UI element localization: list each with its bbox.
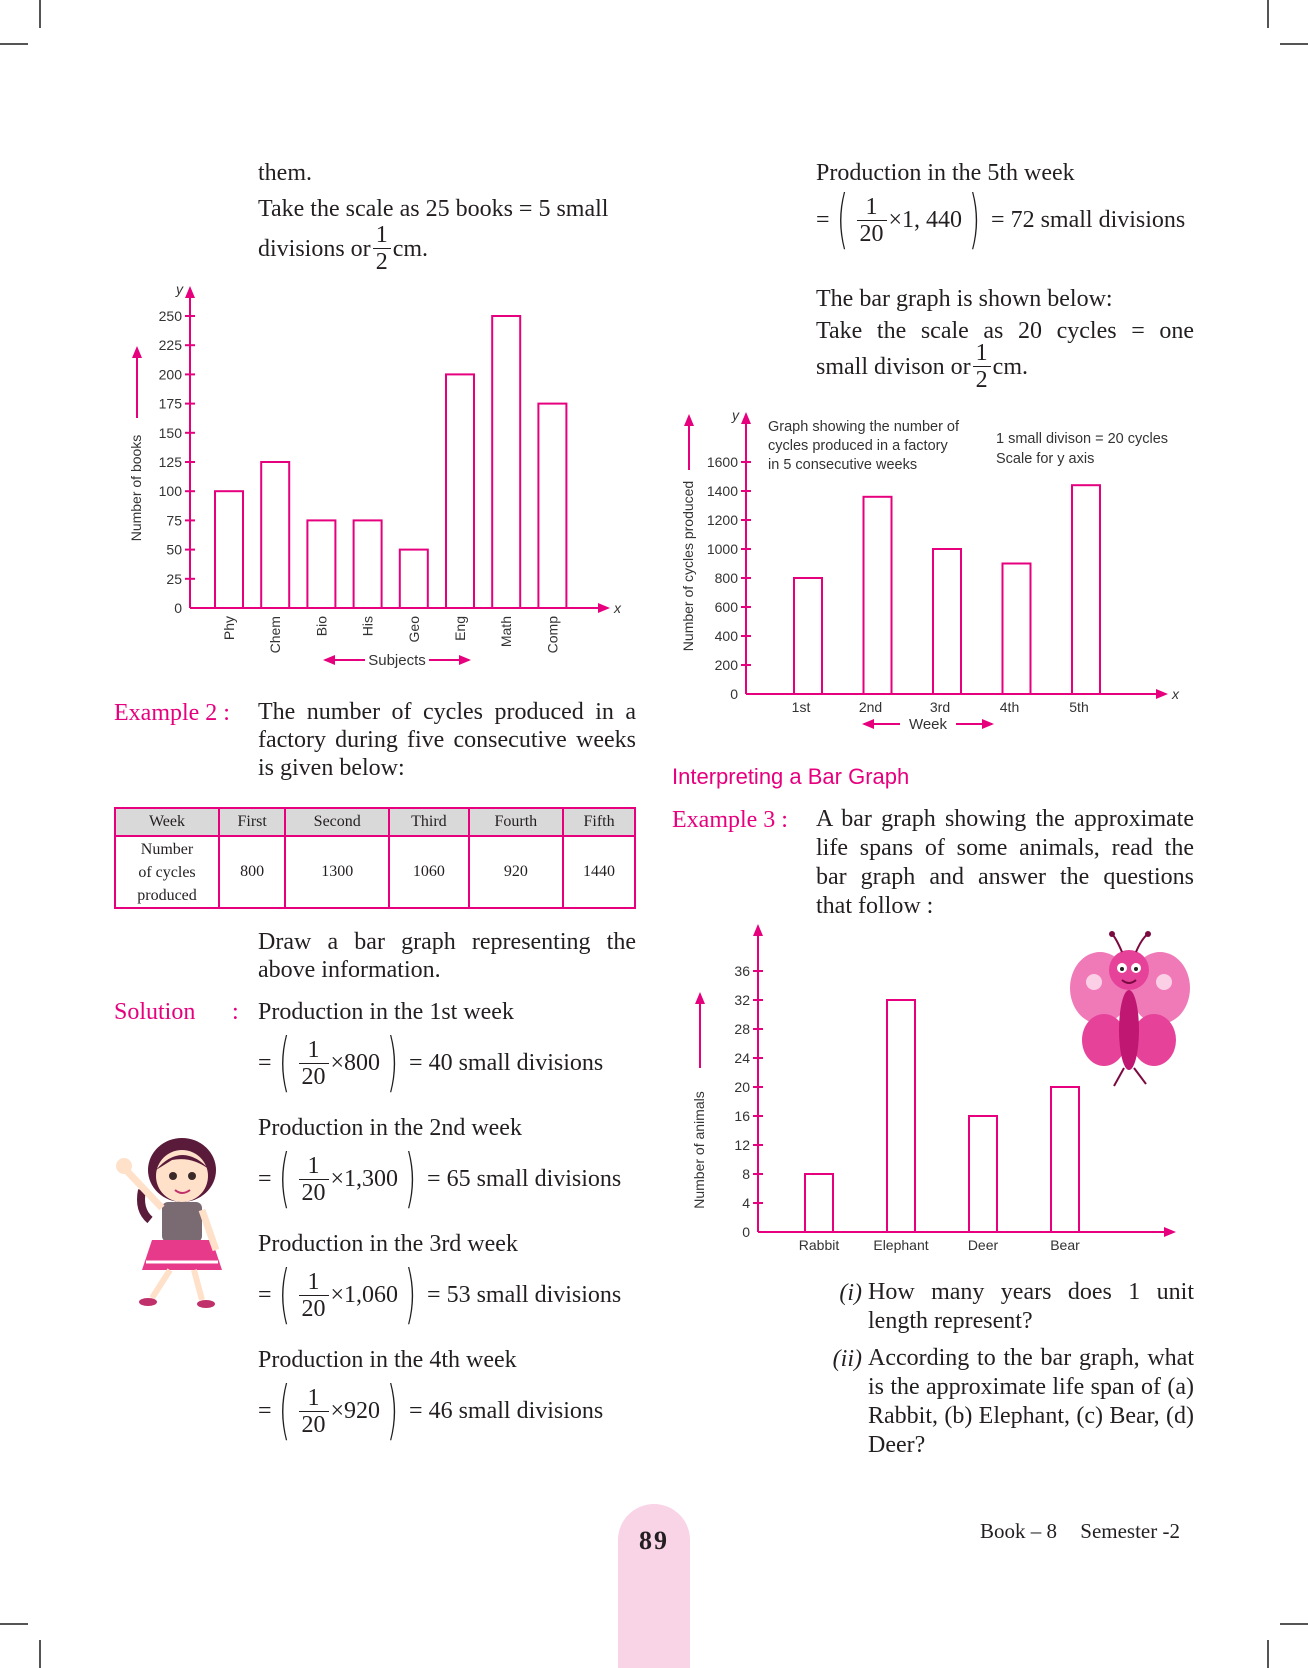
y-tick-label: 1200 bbox=[706, 512, 738, 528]
bar bbox=[354, 520, 382, 608]
bar bbox=[400, 550, 428, 608]
footer-semester: Semester -2 bbox=[1080, 1519, 1180, 1543]
bar bbox=[307, 520, 335, 608]
x-tick-label: Eng bbox=[452, 616, 468, 641]
x-axis-letter: x bbox=[1172, 686, 1179, 702]
y-tick-label: 1400 bbox=[706, 483, 738, 499]
y-tick-label: 1000 bbox=[706, 541, 738, 557]
x-tick-label: 3rd bbox=[929, 699, 951, 715]
question-text: How many years does 1 unit length represent? bbox=[868, 1279, 1194, 1334]
bar bbox=[794, 578, 822, 694]
y-tick-label: 250 bbox=[158, 308, 182, 324]
y-tick-label: 225 bbox=[158, 337, 182, 354]
table-cell: 1300 bbox=[285, 836, 389, 908]
chart-title-line: in 5 consecutive weeks bbox=[768, 457, 918, 473]
step-equation: = ( $\frac{1}{20}$ ×1,300 ) = 65 small divisions bbox=[258, 1142, 622, 1216]
x-tick-label: Elephant bbox=[873, 1237, 929, 1253]
example2-label: Example 2 : bbox=[114, 700, 230, 726]
table-cell: 1060 bbox=[389, 836, 468, 908]
y-tick-label: 12 bbox=[734, 1137, 750, 1153]
y-tick-label: 20 bbox=[734, 1079, 750, 1095]
x-tick-label: Rabbit bbox=[798, 1237, 840, 1253]
x-axis-arrow bbox=[1164, 1227, 1176, 1237]
y-axis-title-arrowhead bbox=[695, 992, 705, 1004]
table-cell: 800 bbox=[219, 836, 285, 908]
x-axis-arrow bbox=[1156, 689, 1168, 699]
x-tick-label: Deer bbox=[967, 1237, 999, 1253]
half-fraction: $\frac{1}{2}$ bbox=[973, 340, 991, 393]
x-tick-label: 5th bbox=[1069, 699, 1089, 715]
draw-instruction: Draw a bar graph representing the above information. bbox=[258, 929, 636, 983]
step-equation: = ( $\frac{1}{20}$ ×920 ) = 46 small divisions bbox=[258, 1374, 604, 1448]
x-axis-arrow bbox=[598, 603, 610, 613]
y-tick-label: 50 bbox=[166, 541, 182, 558]
intro-text bbox=[258, 158, 638, 275]
x-tick-label: Geo bbox=[405, 616, 422, 643]
y-axis-arrow bbox=[185, 286, 195, 298]
question-1 bbox=[826, 1278, 1194, 1336]
step-title: Production in the 3rd week bbox=[258, 1231, 518, 1257]
x-axis-title-arrowhead-left bbox=[862, 719, 874, 729]
x-tick-label: 1st bbox=[791, 699, 811, 715]
table-header-cell: Fourth bbox=[469, 808, 563, 836]
y-axis-letter: y bbox=[732, 410, 739, 423]
step-3 bbox=[258, 1229, 622, 1332]
y-tick-label: 0 bbox=[742, 1224, 750, 1240]
y-tick-label: 32 bbox=[734, 992, 750, 1008]
step-title: Production in the 1st week bbox=[258, 999, 514, 1025]
section-heading: Interpreting a Bar Graph bbox=[672, 764, 910, 789]
bar bbox=[969, 1116, 997, 1232]
table-header-cell: Fifth bbox=[563, 808, 635, 836]
y-tick-label: 36 bbox=[734, 963, 750, 979]
y-axis-title: Number of cycles produced bbox=[680, 480, 696, 652]
example3-label: Example 3 : bbox=[672, 807, 788, 833]
y-tick-label: 150 bbox=[158, 424, 182, 441]
x-tick-label: Math bbox=[498, 616, 515, 648]
page-number: 89 bbox=[639, 1526, 669, 1555]
x-tick-label: Bear bbox=[1050, 1237, 1080, 1253]
bar bbox=[492, 316, 520, 608]
x-axis-title: Week bbox=[908, 716, 948, 733]
table-header-cell: Third bbox=[389, 808, 468, 836]
chart-title-line: cycles produced in a factory bbox=[768, 438, 948, 454]
example2-text: The number of cycles produced in a factory during five consecutive weeks is given below: bbox=[258, 699, 636, 781]
chart-note-line: Scale for y axis bbox=[996, 451, 1095, 467]
bar bbox=[446, 374, 474, 608]
table-row bbox=[115, 836, 635, 908]
books-bar-chart bbox=[120, 278, 640, 678]
y-tick-label: 125 bbox=[158, 454, 182, 470]
y-tick-label: 400 bbox=[714, 628, 738, 644]
solution-label: Solution bbox=[114, 999, 196, 1025]
half-fraction: $\frac{1}{2}$ bbox=[373, 222, 391, 275]
bar-intro: The bar graph is shown below: bbox=[816, 286, 1113, 312]
chart-note-line: 1 small divison = 20 cycles bbox=[996, 431, 1169, 447]
footer-book bbox=[980, 1516, 1180, 1546]
bar bbox=[864, 497, 892, 694]
table-cell: 920 bbox=[469, 836, 563, 908]
y-axis-title: Number of animals bbox=[691, 1091, 707, 1209]
y-tick-label: 200 bbox=[158, 366, 182, 383]
step-equation: = ( $\frac{1}{20}$ ×800 ) = 40 small divisions bbox=[258, 1026, 604, 1100]
x-axis-title-arrowhead-left bbox=[323, 655, 335, 665]
example3-text: A bar graph showing the approximate life spans of some animals, read the bar graph and answer the questions that follow : bbox=[816, 806, 1194, 919]
question-number: (i) bbox=[839, 1280, 862, 1306]
question-text: According to the bar graph, what is the approximate life span of (a) Rabbit, (b) Elephant, (c) Bear, (d) Deer? bbox=[868, 1345, 1194, 1458]
y-tick-label: 28 bbox=[734, 1021, 750, 1037]
y-axis-arrow bbox=[753, 924, 763, 936]
y-tick-label: 0 bbox=[174, 600, 182, 616]
step-title: Production in the 5th week bbox=[816, 160, 1075, 186]
x-tick-label: Bio bbox=[313, 616, 330, 637]
bar bbox=[933, 549, 961, 694]
table-cell: 1440 bbox=[563, 836, 635, 908]
x-axis-title-arrowhead-right bbox=[982, 719, 994, 729]
step-5 bbox=[816, 158, 1186, 257]
table-header-row bbox=[115, 808, 635, 836]
step-title: Production in the 2nd week bbox=[258, 1115, 522, 1141]
y-tick-label: 16 bbox=[734, 1108, 750, 1124]
y-tick-label: 100 bbox=[158, 483, 182, 500]
table-header-cell: Week bbox=[115, 808, 219, 836]
step-title: Production in the 4th week bbox=[258, 1347, 517, 1373]
x-axis-title-arrowhead-right bbox=[459, 655, 471, 665]
y-tick-label: 25 bbox=[166, 570, 182, 587]
x-tick-label: His bbox=[359, 616, 376, 637]
bar bbox=[261, 462, 289, 608]
cycles-bar-chart bbox=[674, 410, 1184, 740]
intro-line3: divisions or $\frac{1}{2}$ cm. bbox=[258, 222, 429, 275]
y-tick-label: 24 bbox=[734, 1050, 750, 1066]
table-header-cell: Second bbox=[285, 808, 389, 836]
bar bbox=[805, 1174, 833, 1232]
x-tick-label: Chem bbox=[267, 616, 284, 654]
bar bbox=[1051, 1087, 1079, 1232]
y-axis-title: Number of books bbox=[128, 434, 144, 542]
girl-illustration bbox=[112, 1130, 227, 1310]
table-header-cell: First bbox=[219, 808, 285, 836]
y-tick-label: 800 bbox=[714, 570, 738, 586]
x-tick-label: 2nd bbox=[858, 699, 883, 715]
question-2 bbox=[826, 1344, 1194, 1460]
step-4 bbox=[258, 1345, 604, 1448]
y-tick-label: 4 bbox=[742, 1195, 750, 1211]
question-number: (ii) bbox=[832, 1346, 862, 1372]
y-tick-label: 8 bbox=[742, 1166, 750, 1182]
y-tick-label: 0 bbox=[730, 686, 738, 702]
intro-line2: Take the scale as 25 books = 5 small bbox=[258, 196, 609, 222]
x-tick-label: 4th bbox=[999, 699, 1020, 715]
scale-text-a: Take the scale as 20 cycles = one bbox=[816, 318, 1194, 344]
x-tick-label: Phy bbox=[221, 616, 237, 641]
y-tick-label: 75 bbox=[166, 512, 182, 529]
step-2 bbox=[258, 1113, 622, 1216]
y-tick-label: 175 bbox=[158, 395, 182, 412]
butterfly-illustration bbox=[1064, 930, 1194, 1090]
footer-book-label: Book – 8 bbox=[980, 1519, 1058, 1543]
y-tick-label: 1600 bbox=[706, 454, 738, 470]
table-row-label: Number of cycles produced bbox=[115, 836, 219, 908]
y-axis-letter: y bbox=[176, 281, 183, 297]
y-tick-label: 200 bbox=[714, 657, 738, 673]
step-equation: = ( $\frac{1}{20}$ ×1,060 ) = 53 small divisions bbox=[258, 1258, 622, 1332]
bar bbox=[538, 404, 566, 608]
step-1 bbox=[258, 997, 604, 1100]
bar bbox=[1072, 485, 1100, 694]
x-axis-letter: x bbox=[614, 600, 621, 616]
x-tick-label: Comp bbox=[544, 616, 561, 654]
step-equation: = ( $\frac{1}{20}$ ×1, 440 ) = 72 small divisions bbox=[816, 183, 1186, 257]
scale-text-b: small divison or $\frac{1}{2}$ cm. bbox=[816, 340, 1028, 393]
bar bbox=[887, 1000, 915, 1232]
x-axis-title: Subjects bbox=[368, 652, 426, 669]
y-axis-title-arrowhead bbox=[684, 414, 694, 426]
bar bbox=[215, 491, 243, 608]
y-axis-arrow bbox=[741, 412, 751, 424]
y-tick-label: 600 bbox=[714, 599, 738, 615]
cycles-table bbox=[114, 807, 636, 909]
y-axis-title-arrowhead bbox=[132, 346, 142, 358]
chart-title-line: Graph showing the number of bbox=[768, 419, 960, 435]
bar bbox=[1003, 564, 1031, 695]
intro-line1: them. bbox=[258, 160, 312, 186]
solution-colon: : bbox=[232, 999, 239, 1025]
